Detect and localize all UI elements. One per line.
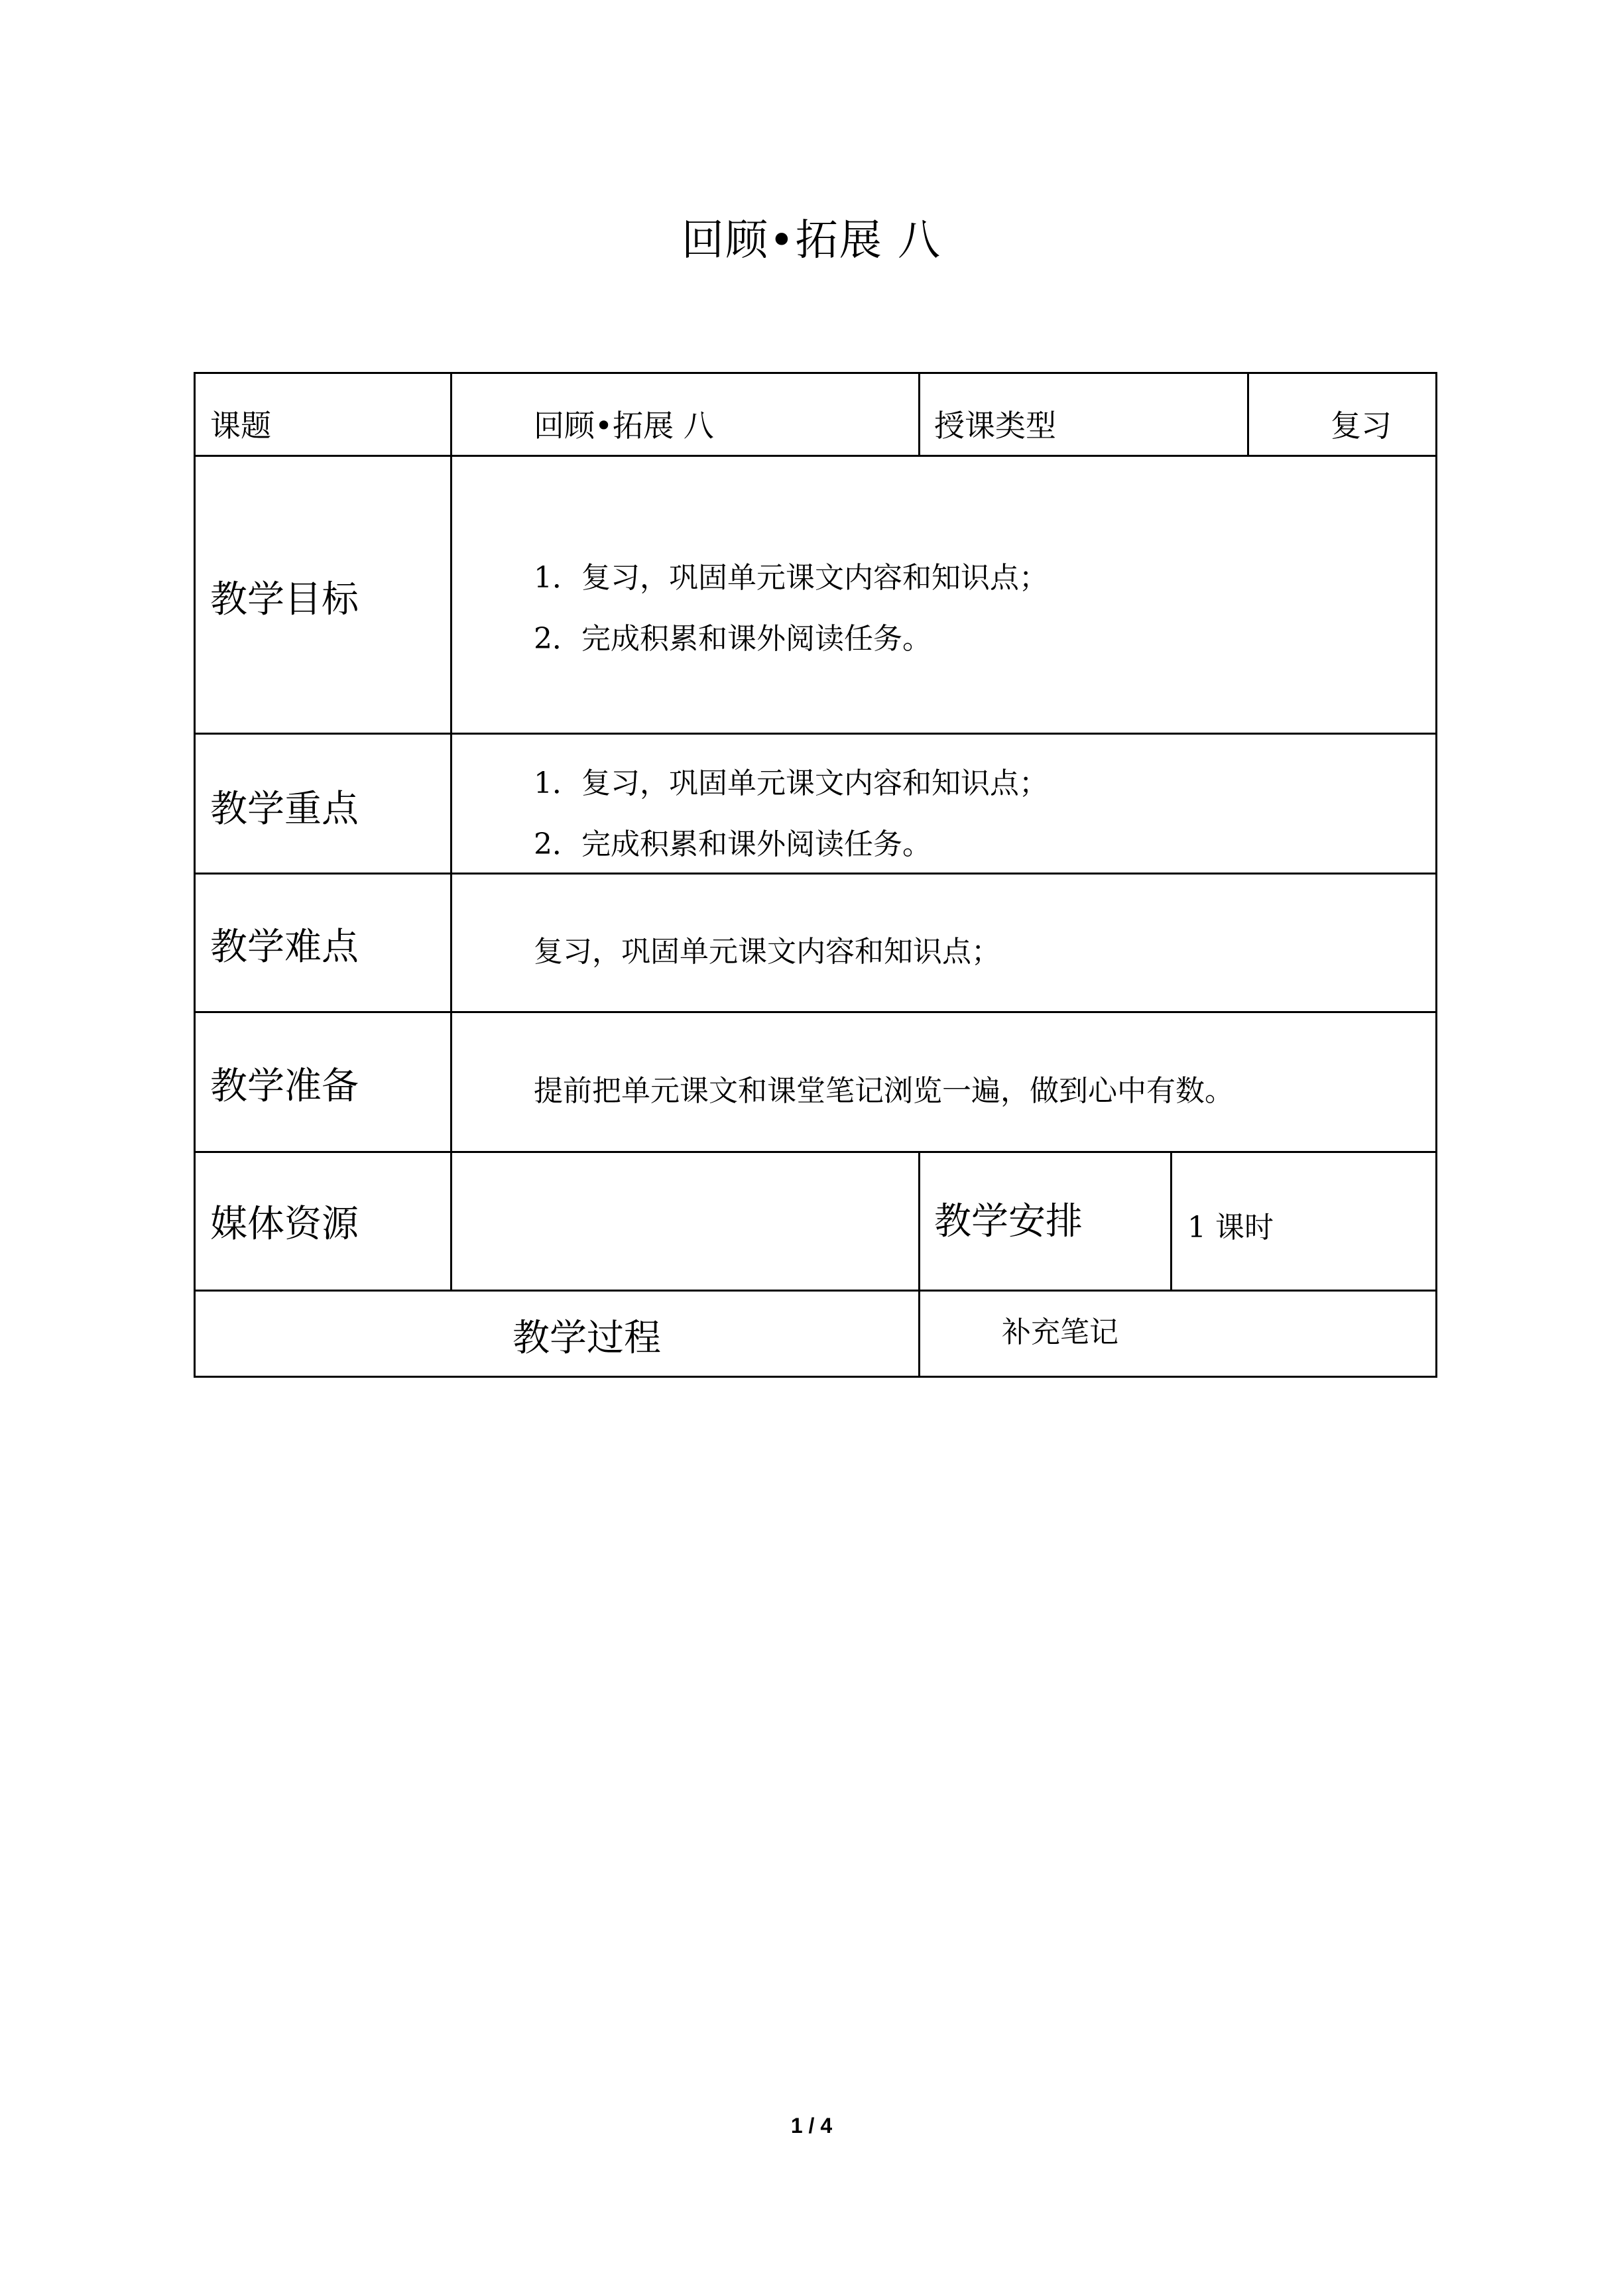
objective-item: 2．完成积累和课外阅读任务。 xyxy=(534,622,932,656)
row-divider xyxy=(196,1011,1435,1013)
schedule-value: 1 课时 xyxy=(1187,1211,1274,1244)
objective-item: 1．复习，巩固单元课文内容和知识点； xyxy=(534,561,1048,595)
column-divider xyxy=(918,1151,920,1376)
media-label: 媒体资源 xyxy=(210,1203,359,1246)
row-divider xyxy=(196,1290,1435,1292)
process-label: 教学过程 xyxy=(512,1317,661,1360)
preparation-text: 提前把单元课文和课堂笔记浏览一遍，做到心中有数。 xyxy=(534,1074,1234,1108)
row-divider xyxy=(196,733,1435,735)
lesson-type-label: 授课类型 xyxy=(934,408,1056,444)
column-divider xyxy=(1170,1151,1172,1292)
column-divider xyxy=(918,374,920,457)
key-point-item: 1．复习，巩固单元课文内容和知识点； xyxy=(534,766,1048,800)
schedule-label: 教学安排 xyxy=(934,1200,1083,1243)
difficulties-label: 教学难点 xyxy=(210,926,359,969)
difficulties-text: 复习，巩固单元课文内容和知识点； xyxy=(534,935,1000,969)
page-title: 回顾•拓展 八 xyxy=(681,216,942,265)
key-point-item: 2．完成积累和课外阅读任务。 xyxy=(534,827,932,861)
lesson-type-value: 复习 xyxy=(1331,408,1392,444)
column-divider xyxy=(450,374,452,1292)
preparation-label: 教学准备 xyxy=(210,1065,359,1108)
topic-value: 回顾•拓展 八 xyxy=(534,408,714,444)
objectives-label: 教学目标 xyxy=(210,578,359,621)
row-divider xyxy=(196,1151,1435,1153)
lesson-plan-table xyxy=(194,372,1437,1378)
topic-label: 课题 xyxy=(210,408,271,444)
notes-label: 补充笔记 xyxy=(1002,1315,1118,1349)
page-indicator: 1 / 4 xyxy=(790,2114,833,2138)
row-divider xyxy=(196,455,1435,457)
column-divider xyxy=(1247,374,1249,457)
key-points-label: 教学重点 xyxy=(210,788,359,831)
